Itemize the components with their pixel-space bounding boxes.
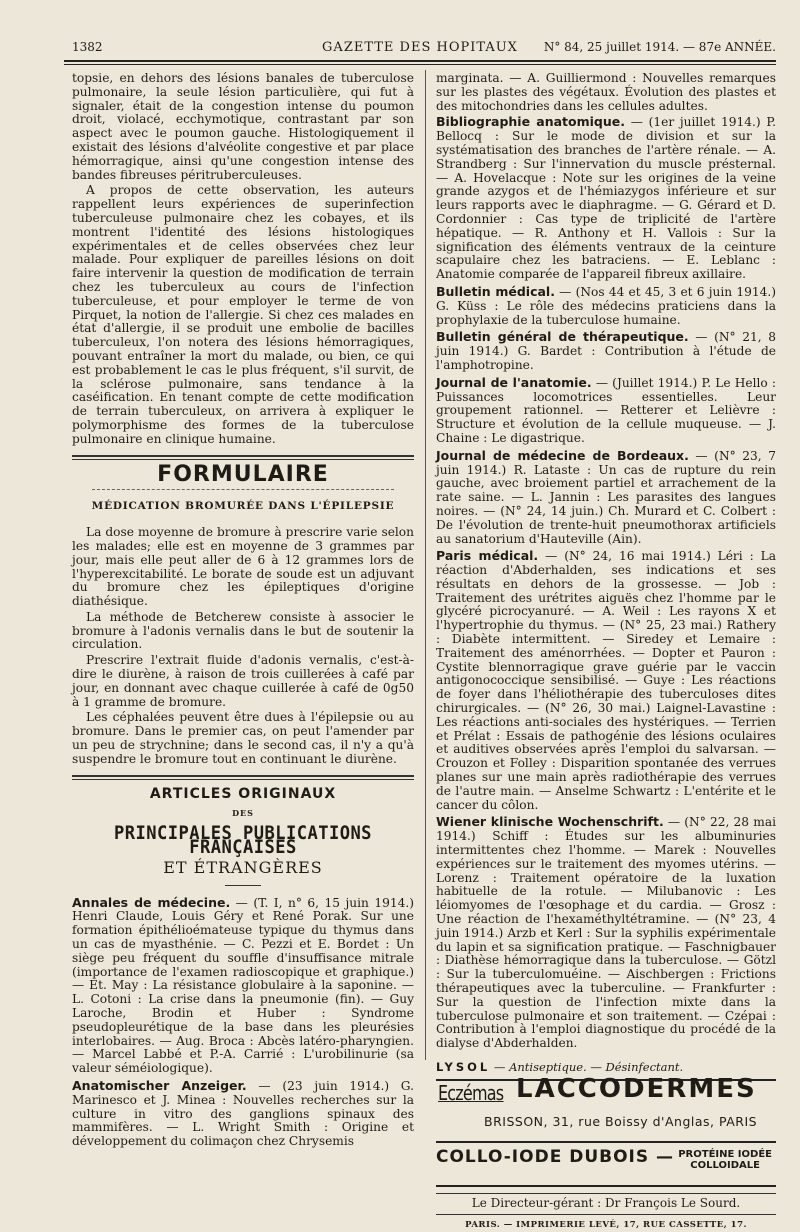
intro-paragraph-1: topsie, en dehors des lésions banales de tuberculose pulmonaire, la seule lésion particulière, qui fut à signaler, était de la congestion intense du poumon droit, violacé, ecchymotique, contrastant par son aspect avec le poumon gauche. Histologiquement il existait des lésions d'alvéolite congestive et par place hémorragique, ainsi qu'une congestion intense des bandes fibreuses péritruberculeuses. [72, 71, 414, 182]
left-column [72, 71, 414, 1149]
page-header [64, 34, 776, 60]
header-rule [64, 60, 776, 62]
lysol-tagline: — Antiseptique. — Désinfectant. [490, 1059, 684, 1074]
journal-entry-text: — (T. I, n° 6, 15 juin 1914.) Henri Claude, Louis Géry et René Porak. Sur une formation épithélioémateuse typique du thymus dans un cas de myasthénie. — C. Pezzi et E. Bordet : Un siège peu fréquent du souffle d'insuffisance mitrale (importance de l'examen radioscopique et graphique.) — Et. May : La résistance globulaire à la saponine. — L. Cotoni : La crise dans la pneumonie (fin). — Guy Laroche, Brodin et Huber : Syndrome pseudopleurétique de la base dans les pleurésies interlobaires. — Aug. Broca : Abcès latéro-pharyngien. — Marcel Labbé et P.-A. Carrié : L'urobilinurie (sa valeur séméiologique). [72, 895, 414, 1076]
laccodermes-ad [436, 1073, 776, 1143]
proteine-line-2: COLLOIDALE [690, 1159, 760, 1171]
collo-iode-ad [436, 1147, 776, 1187]
imprimerie-line: PARIS. — IMPRIMERIE LEVÉ, 17, RUE CASSETTE, 17. [465, 1219, 747, 1230]
journal-entry-text: — (N° 24, 16 mai 1914.) Léri : La réaction d'Abderhalden, ses indications et ses résultats en dehors de la grossesse. — Job : Traitement des urétrites aiguës chez l'homme par le glycéré picrocyanuré. — A. Weil : Les rayons X et l'hypertrophie du thymus. — (N° 25, 23 mai.) Rathery : Diabète intermittent. — Siredey et Lemaire : Traitement des aménorrhées. — Dopter et Pauron : Cystite blennorragique grave guérie par le vaccin antigonococcique sensibilisé. — Guye : Les réactions de foyer dans l'héliothérapie des tuberculoses dites chirurgicales. — (N° 26, 30 mai.) Laignel-Lavastine : Les réactions anti-sociales des hystériques. — Terrien et Prélat : Essais de pathogénie des lésions oculaires et auditives observées après l'emploi du salvarsan. — Crouzon et Folley : Disparition spontanée des verrues planes sur une main après radiothérapie des verrues de l'autre main. — Anselme Schwartz : L'entérite et le cancer du côlon. [436, 549, 776, 812]
directeur-line: Le Directeur-gérant : Dr François Le Sourd. [436, 1193, 776, 1215]
journal-entry-title: Bulletin général de thérapeutique. [436, 329, 689, 345]
formulaire-paragraph-4: Les céphalées peuvent être dues à l'épilepsie ou au bromure. Dans le premier cas, on peut l'amender par un peu de strychnine; dans le second cas, il n'y a qu'à suspendre le bromure tout en continuant le diurène. [72, 710, 414, 766]
lysol-ad [436, 1061, 776, 1075]
formulaire-heading: FORMULAIRE [157, 461, 329, 487]
journal-entry-text: — (1er juillet 1914.) P. Bellocq : Sur le mode de division et sur la systématisation des branches de l'artère rénale. — A. Strandberg : Sur l'innervation du muscle présternal. — A. Hovelacque : Note sur les origines de la veine grande azygos et de l'hémiazygos inférieure et sur leurs rapports avec le diaphragme. — G. Gérard et D. Cordonnier : Cas type de triplicité de l'artère hépatique. — R. Anthony et H. Vallois : Sur la signification des éléments ventraux de la ceinture scapulaire chez les batraciens. — E. Leblanc : Anatomie comparée de l'appareil fibreux axillaire. [436, 115, 776, 282]
medication-heading: MÉDICATION BROMURÉE DANS L'ÉPILEPSIE [91, 500, 395, 513]
journal-entry [436, 330, 776, 372]
journal-entry [72, 1079, 414, 1149]
journal-entry-text: — (Nos 44 et 45, 3 et 6 juin 1914.) G. Küss : Le rôle des médecins praticiens dans la prophylaxie de la tuberculose humaine. [436, 284, 776, 327]
header-rule-thin [64, 64, 776, 65]
articles-etrangeres: ET ÉTRANGÈRES [163, 857, 323, 877]
journal-entry [436, 115, 776, 282]
journal-title: GAZETTE DES HOPITAUX [322, 40, 518, 55]
formulaire-paragraph-1: La dose moyenne de bromure à prescrire varie selon les malades; elle est en moyenne de 3 grammes par jour, mais elle peut aller de 6 à 12 grammes lors de l'hyperexcitabilité. Le borate de soude est un adjuvant du bromure chez les épileptiques d'origine diathésique. [72, 525, 414, 609]
journal-entry-text: — (N° 23, 7 juin 1914.) R. Lataste : Un cas de rupture du rein gauche, avec broiement partiel et arrachement de la rate saine. — L. Jannin : Les parasites des langues noires. — (N° 24, 14 juin.) Ch. Murard et C. Colbert : De l'évolution de trente-huit pneumothorax artificiels au sanatorium d'Hauteville (Ain). [436, 448, 776, 546]
proteine-label [678, 1149, 772, 1171]
laccodermes-address: BRISSON, 31, rue Boissy d'Anglas, PARIS [484, 1113, 758, 1129]
journal-entry [436, 815, 776, 1051]
right-column [436, 71, 777, 1230]
journal-entry-title: Bibliographie anatomique. [436, 114, 625, 130]
journal-entry-text: — (Juillet 1914.) P. Le Hello : Puissances locomotrices essentielles. Leur groupement rationnel. — Retterer et Lelièvre : Structure et évolution de la cellule muqueuse. — J. Chaine : Le digastrique. [436, 375, 777, 445]
journal-entry-title: Journal de l'anatomie. [436, 374, 592, 390]
journal-entry-text: — (23 juin 1914.) G. Marinesco et J. Minea : Nouvelles recherches sur la culture in vitro des ganglions spinaux des mammifères. — L. Wright Smith : Origine et développement du colimaçon chez Chrysemis [72, 1079, 414, 1149]
journal-entry-title: Bulletin médical. [436, 283, 555, 299]
continuation-paragraph: marginata. — A. Guilliermond : Nouvelles remarques sur les plastes des végétaux. Évolution des plastes et des mitochondries dans les cellules adultes. [436, 71, 776, 113]
issue-line: N° 84, 25 juillet 1914. — 87e ANNÉE. [543, 40, 776, 54]
column-divider [425, 70, 426, 1060]
laccodermes-brand: LACCODERMES [516, 1073, 757, 1104]
journal-entry-title: Journal de médecine de Bordeaux. [436, 447, 689, 463]
section-rule-2 [72, 775, 414, 780]
journal-entry [436, 449, 776, 547]
formulaire-paragraph-3: Prescrire l'extrait fluide d'adonis vernalis, c'est-à-dire le diurène, à raison de trois cuillerées à café par jour, en donnant avec chaque cuillerée à café de 0g50 à 1 gramme de bromure. [72, 653, 414, 709]
articles-main-heading: PRINCIPALES PUBLICATIONS FRANÇAISES [114, 822, 372, 859]
formulaire-subrule [92, 489, 394, 490]
journal-entry-text: — (N° 21, 8 juin 1914.) G. Bardet : Contribution à l'étude de l'amphotropine. [436, 330, 776, 372]
journal-entry-text: — (N° 22, 28 mai 1914.) Schiff : Études sur les albuminuries intermittentes chez l'homme. — Marek : Nouvelles expériences sur le traitement des myomes utérins. — Lorenz : Traitement opératoire de la luxation habituelle de la rotule. — Milubanovic : Les léiomyomes de l'œsophage et du cardia. — Grosz : Une réaction de l'hexaméthyltétramine. — (N° 23, 4 juin 1914.) Arzb et Kerl : Sur la syphilis expérimentale du lapin et sa signification pratique. — Faschnigbauer : Diathèse hémorragique dans la tuberculose. — Götzl : Sur la tuberculomuéine. — Aischbergen : Frictions thérapeutiques avec la tuberculine. — Frankfurter : Sur la question de l'infection mixte dans la tuberculose pulmonaire et son traitement. — Czépai : Contribution à l'emploi diagnostique du procédé de la dialyse d'Abderhalden. [436, 815, 776, 1051]
journal-entry [436, 549, 776, 812]
journal-entry-title: Paris médical. [436, 548, 539, 564]
eczemas-label: Eczémas [438, 1080, 504, 1105]
intro-paragraph-2: A propos de cette observation, les auteurs rappellent leurs expériences de superinfection tuberculeuse pulmonaire chez les cobayes, et ils montrent l'identité des lésions histologiques expérimentales et de celles observées chez leur malade. Pour expliquer de pareilles lésions on doit faire intervenir la question de modification de terrain chez les tuberculeux au cours de l'infection tuberculeuse, et pour employer le terme de von Pirquet, la notion de l'allergie. Si chez ces malades en état d'allergie, il se produit une embolie de bacilles tuberculeux, l'on notera des lésions hémorragiques, pouvant entraîner la mort du malade, ou bien, ce qui est probablement le cas le plus fréquent, s'il survit, de la sclérose pulmonaire, sans tendance à la caséification. En tenant compte de cette modification de terrain tuberculeux, on arrivera à expliquer le polymorphisme des formes de la tuberculose pulmonaire en clinique humaine. [72, 183, 414, 446]
articles-short-rule [225, 885, 261, 886]
advertisements [436, 1061, 776, 1232]
articles-des: DES [232, 808, 254, 819]
journal-entry-title: Wiener klinische Wochenschrift. [436, 814, 664, 830]
formulaire-paragraph-2: La méthode de Betcherew consiste à associer le bromure à l'adonis vernalis dans le but de soutenir la circulation. [72, 609, 414, 652]
collo-iode-brand: COLLO-IODE DUBOIS — [436, 1146, 675, 1167]
lysol-brand: LYSOL [436, 1059, 491, 1074]
journal-entry [436, 285, 776, 327]
journal-entry [436, 376, 776, 446]
journal-entry-title: Anatomischer Anzeiger. [72, 1078, 247, 1093]
journal-entry [72, 896, 414, 1076]
section-rule [72, 455, 414, 460]
articles-heading: ARTICLES ORIGINAUX [149, 785, 337, 802]
journal-entry-title: Annales de médecine. [72, 894, 231, 910]
page-number: 1382 [72, 40, 103, 54]
proteine-line-1: PROTÉINE IODÉE [678, 1148, 772, 1160]
